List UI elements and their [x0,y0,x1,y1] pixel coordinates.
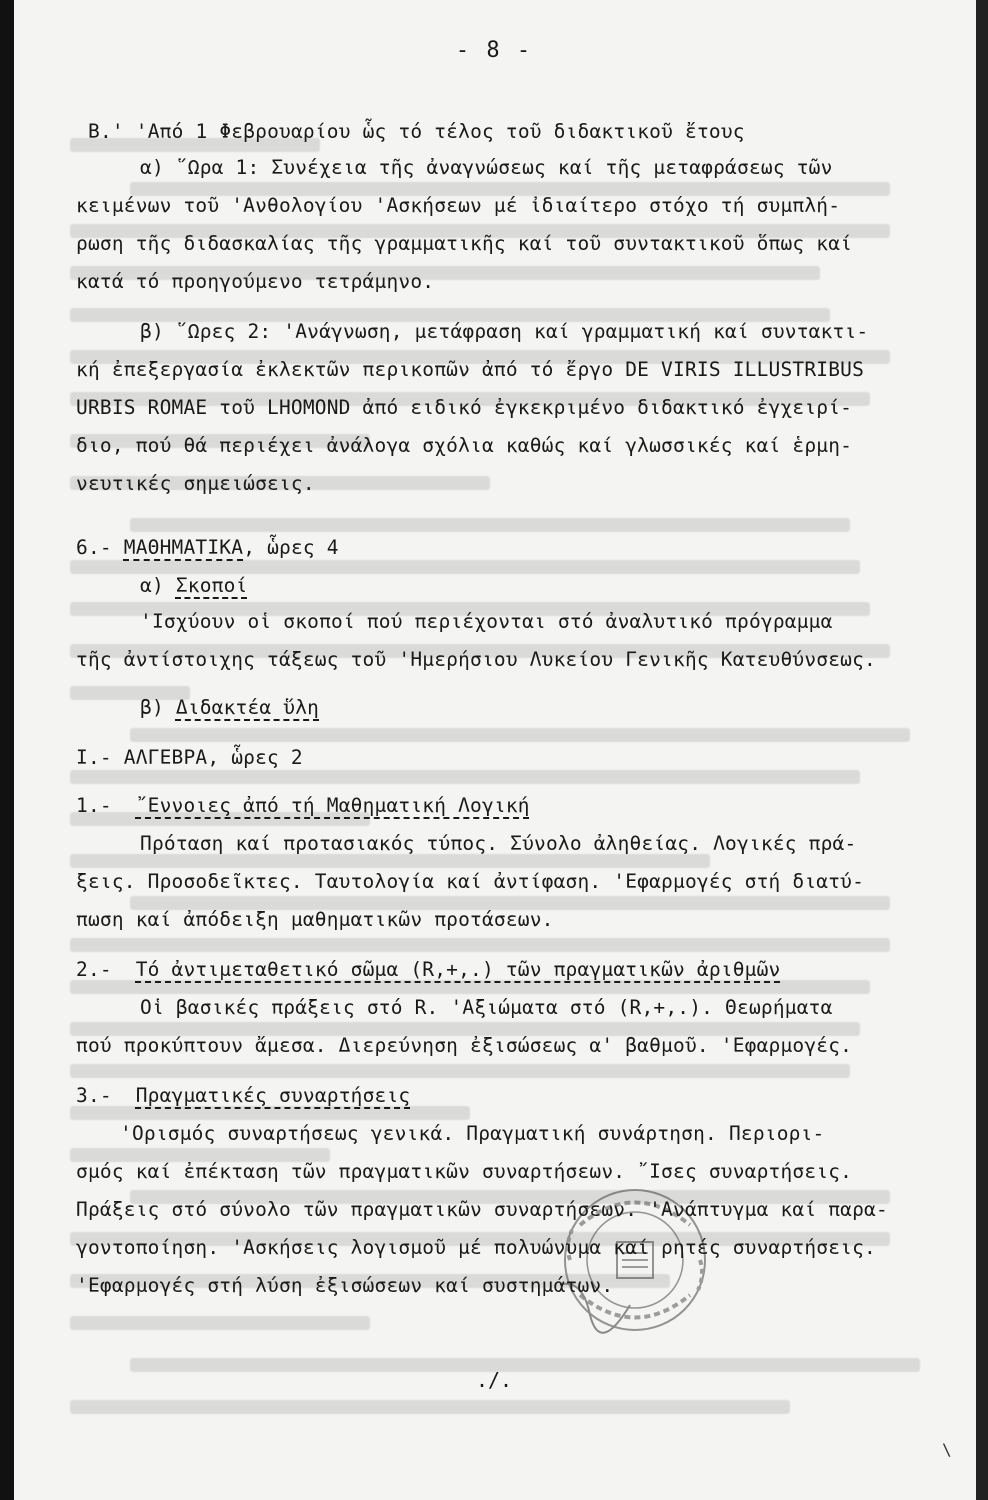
item-b-line: νευτικές σημειώσεις. [76,472,315,495]
aims-heading [140,574,247,597]
topic-line: πού προκύπτουν ἄμεσα. Διερεύνηση ἐξισώσεως α' βαθμοῦ. 'Εφαρμογές. [76,1034,853,1057]
topic-heading [76,794,530,817]
topic-line: ξεις. Προσοδεῖκτες. Ταυτολογία καί ἀντίφαση. 'Εφαρμογές στή διατύ- [76,870,865,893]
aims-line: τῆς ἀντίστοιχης τάξεως τοῦ 'Ημερήσιου Λυκείου Γενικῆς Κατευθύνσεως. [76,648,876,671]
topic-heading [76,1084,410,1107]
topic-title: Τό ἀντιμεταθετικό σῶμα (R,+,.) τῶν πραγματικῶν ἀριθμῶν [135,958,781,981]
algebra-heading: Ι.- ΑΛΓΕΒΡΑ, ὧρες 2 [76,746,303,769]
topic-number: 1.- [76,794,112,817]
topic-line: Οἱ βασικές πράξεις στό R. 'Αξιώματα στό (R,+,.). Θεωρήματα [140,996,833,1019]
item-b-line: β) ῞Ωρες 2: 'Ανάγνωση, μετάφραση καί γραμματική καί συντακτι- [140,320,869,343]
topic-number: 3.- [76,1084,112,1107]
topic-line: Πράξεις στό σύνολο τῶν πραγματικῶν συναρτήσεων. 'Ανάπτυγμα καί παρα- [76,1198,888,1221]
aims-line: 'Ισχύουν οἱ σκοποί πού περιέχονται στό ἀναλυτικό πρόγραμμα [140,610,833,633]
topic-line: σμός καί ἐπέκταση τῶν πραγματικῶν συναρτήσεων. ῎Ισες συναρτήσεις. [76,1160,853,1183]
item-a-line: κατά τό προηγούμενο τετράμηνο. [76,270,435,293]
item-b-line: URBIS ROMAE τοῦ LHOMOND ἀπό ειδικό ἐγκεκριμένο διδακτικό ἐγχειρί- [76,396,853,419]
scan-edge-left [0,0,14,1500]
aims-label: Σκοποί [175,574,248,597]
topic-number: 2.- [76,958,112,981]
item-b-line: κή ἐπεξεργασία ἐκλεκτῶν περικοπῶν ἀπό τό ἔργο DE VIRIS ILLUSTRIBUS [76,358,865,381]
topic-line: πωση καί ἀπόδειξη μαθηματικῶν προτάσεων. [76,908,554,931]
section-6-number: 6.- [76,536,112,559]
section-6-title: ΜΑΘΗΜΑΤΙΚΑ [123,536,244,559]
continuation-mark: ./. [475,1368,513,1392]
aims-prefix: α) [140,574,164,597]
scan-edge-right [976,0,988,1500]
section-b-heading: Β.' 'Από 1 Φεβρουαρίου ὧς τό τέλος τοῦ διδακτικοῦ ἔτους [88,120,745,143]
topic-line: 'Ορισμός συναρτήσεως γενικά. Πραγματική συνάρτηση. Περιορι- [120,1122,825,1145]
margin-mark: \ [942,1440,952,1459]
material-prefix: β) [140,696,164,719]
item-a-line: α) ῞Ωρα 1: Συνέχεια τῆς ἀναγνώσεως καί τῆς μεταφράσεως τῶν [140,156,833,179]
topic-line: Πρόταση καί προτασιακός τύπος. Σύνολο ἀληθείας. Λογικές πρά- [140,832,857,855]
item-a-line: κειμένων τοῦ 'Ανθολογίου 'Ασκήσεων μέ ἰδιαίτερο στόχο τή συμπλή- [76,194,841,217]
item-a-line: ρωση τῆς διδασκαλίας τῆς γραμματικῆς καί τοῦ συντακτικοῦ ὅπως καί [76,232,853,255]
topic-line: 'Εφαρμογές στή λύση ἐξισώσεων καί συστημάτων. [76,1274,614,1297]
topic-line: γοντοποίηση. 'Ασκήσεις λογισμοῦ μέ πολυώνυμα καί ρητές συναρτήσεις. [76,1236,876,1259]
page-number: - 8 - [455,38,533,63]
section-6-hours: , ὧρες 4 [243,536,339,559]
topic-title: Πραγματικές συναρτήσεις [135,1084,411,1107]
item-b-line: διο, πού θά περιέχει ἀνάλογα σχόλια καθώς καί γλωσσικές καί ἑρμη- [76,434,853,457]
topic-heading [76,958,780,981]
material-heading [140,696,319,719]
section-6-heading [76,536,339,559]
material-label: Διδακτέα ὕλη [175,696,320,719]
topic-title: ῎Εννοιες ἀπό τή Μαθηματική Λογική [135,794,530,817]
